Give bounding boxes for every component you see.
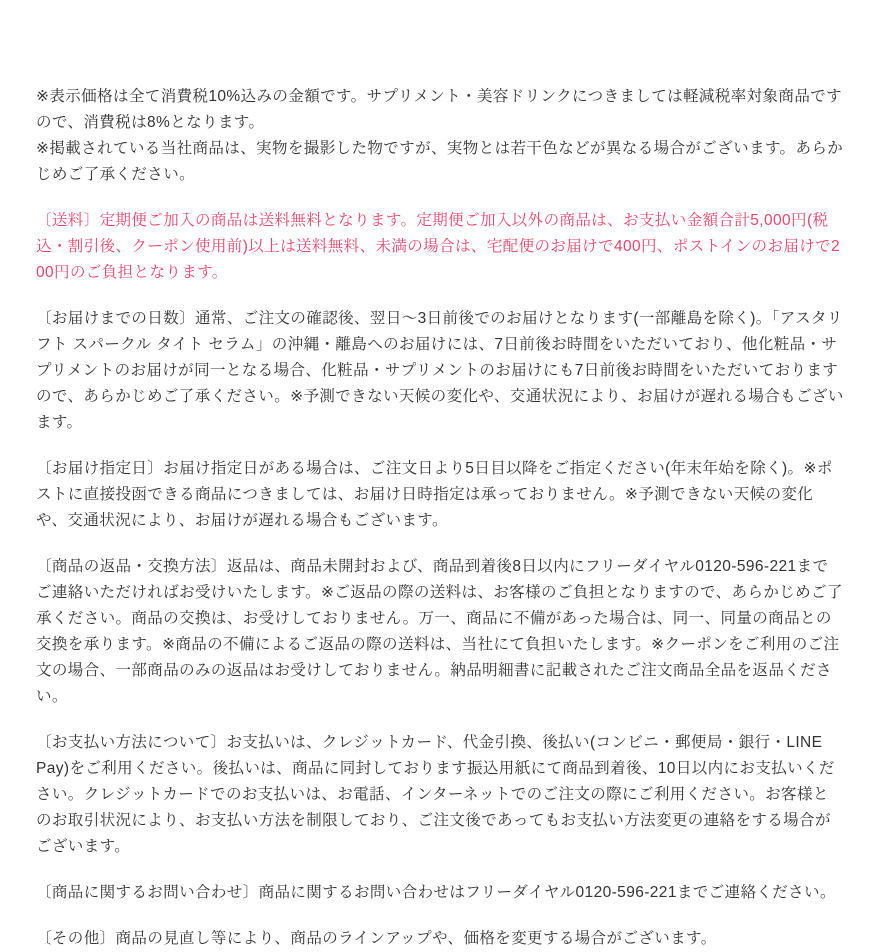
section-returns-label: 〔商品の返品・交換方法〕 [36,558,227,575]
section-other-label: 〔その他〕 [36,930,116,947]
section-payment-body: お支払いは、クレジットカード、代金引換、後払い(コンビニ・郵便局・銀行・LINE Pay)をご利用ください。後払いは、商品に同封しております振込用紙にて商品到着後、10日以内にお支払いください。クレジットカードでのお支払いは、お電話、インターネットでのご注文の際にご利用ください。お客様とのお取引状況により、お支払い方法を制限しており、ご注文後であってもお支払い方法変更の連絡をする場合がございます。 [36,734,839,855]
section-delivery-days-body: 通常、ご注文の確認後、翌日〜3日前後でのお届けとなります(一部離島を除く)。「アスタリフト スパークル タイト セラム」の沖縄・離島へのお届けには、7日前後お時間をいただいており、他化粧品・サプリメントのお届けが同一となる場合、化粧品・サプリメントのお届けにも7日前後お時間をいただいておりますので、あらかじめご了承ください。※予測できない天候の変化や、交通状況により、お届けが遅れる場合もございます。 [36,310,844,431]
note-photo [36,136,844,188]
section-shipping-body: 定期便ご加入の商品は送料無料となります。定期便ご加入以外の商品は、お支払い金額合計5,000円(税込・割引後、クーポン使用前)以上は送料無料、未満の場合は、宅配便のお届けで400円、ポストインのお届けで200円のご負担となります。 [36,212,841,281]
section-payment [36,730,844,860]
section-shipping-label: 〔送料〕 [36,212,100,229]
section-delivery-days-label: 〔お届けまでの日数〕 [36,310,196,327]
section-shipping [36,208,844,286]
section-payment-label: 〔お支払い方法について〕 [36,734,227,751]
section-delivery-date-body: お届け指定日がある場合は、ご注文日より5日目以降をご指定ください(年末年始を除く)。※ポストに直接投函できる商品につきましては、お届け日時指定は承っておりません。※予測できない天候の変化や、交通状況により、お届けが遅れる場合もございます。 [36,460,833,529]
section-delivery-date [36,456,844,534]
note-tax-text: ※表示価格は全て消費税10%込みの金額です。サプリメント・美容ドリンクにつきましては軽減税率対象商品ですので、消費税は8%となります。 [36,88,843,131]
section-inquiry [36,880,844,906]
section-other-body: 商品の見直し等により、商品のラインアップや、価格を変更する場合がございます。 [115,930,717,947]
section-returns [36,554,844,710]
note-tax [36,84,844,136]
note-photo-text: ※掲載されている当社商品は、実物を撮影した物ですが、実物とは若干色などが異なる場合がございます。あらかじめご了承ください。 [36,140,844,183]
section-inquiry-body: 商品に関するお問い合わせはフリーダイヤル0120-596-221までご連絡ください。 [258,884,836,901]
section-delivery-days [36,306,844,436]
section-inquiry-label: 〔商品に関するお問い合わせ〕 [36,884,259,901]
section-other [36,926,844,952]
section-returns-body: 返品は、商品未開封および、商品到着後8日以内にフリーダイヤル0120-596-221までご連絡いただければお受けいたします。※ご返品の際の送料は、お客様のご負担となりますので、あらかじめご了承ください。商品の交換は、お受けしておりません。万一、商品に不備があった場合は、同一、同量の商品との交換を承ります。※商品の不備によるご返品の際の送料は、当社にて負担いたします。※クーポンをご利用のご注文の場合、一部商品のみの返品はお受けしておりません。納品明細書に記載されたご注文商品全品を返品ください。 [36,558,843,705]
section-delivery-date-label: 〔お届け指定日〕 [36,460,164,477]
